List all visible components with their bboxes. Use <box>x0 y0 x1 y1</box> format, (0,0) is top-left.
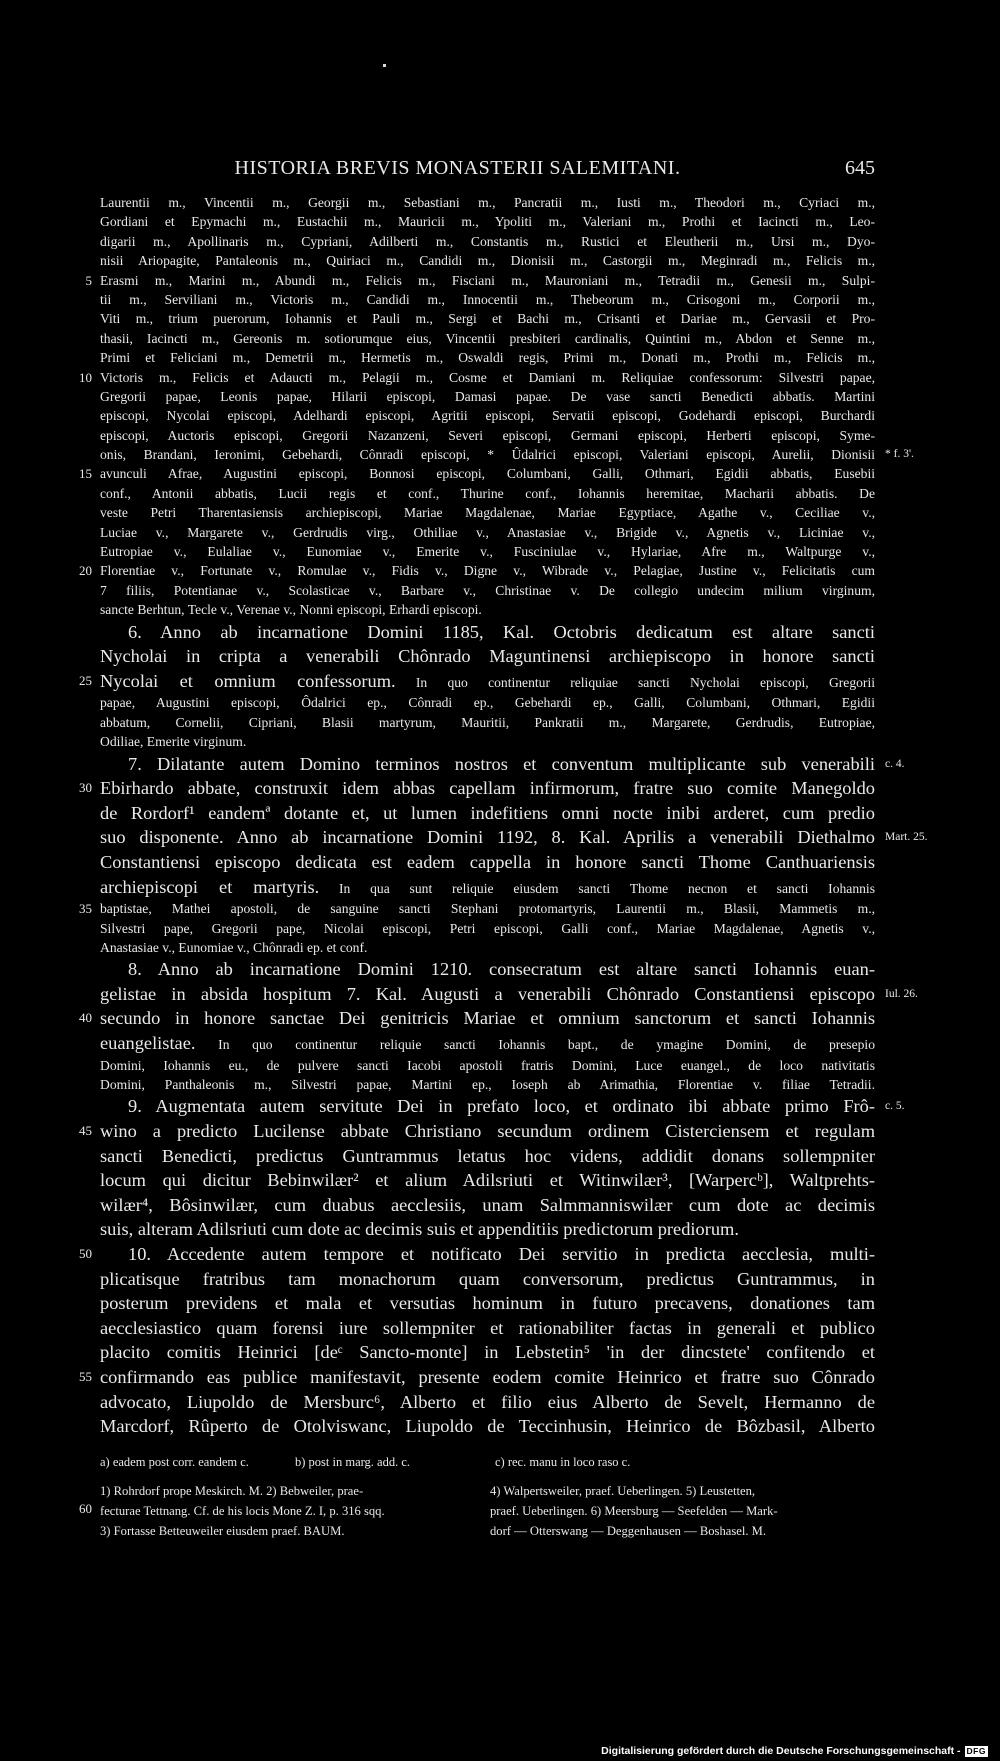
text-line <box>100 957 875 982</box>
text-line <box>100 713 875 732</box>
line-text: episcopi, Nycolai episcopi, Adelhardi episcopi, Agritii episcopi, Servatii episcopi, Godehardi episcopi, Burchardi <box>100 408 875 424</box>
variant-note-a: a) eadem post corr. eandem c. <box>100 1454 249 1469</box>
page-title: HISTORIA BREVIS MONASTERII SALEMITANI. <box>234 157 681 179</box>
text-line <box>100 1193 875 1218</box>
text-line <box>79 669 875 694</box>
line-text: plicatisque fratribus tam monachorum quam conversorum, predictus Guntrammus, in <box>100 1268 875 1289</box>
line-text: tii m., Serviliani m., Victoris m., Candidi m., Innocentii m., Thebeorum m., Crisogoni m., Corporii m., <box>100 291 875 307</box>
margin-note: Mart. 25. <box>885 831 928 844</box>
footnote-line: praef. Ueberlingen. 6) Meersburg — Seefelden — Mark- <box>490 1503 778 1518</box>
line-text: posterum previdens et mala et versutias hominum in futuro precavens, donationes tam <box>100 1293 875 1314</box>
credit-text: Digitalisierung gefördert durch die Deutsche Forschungsgemeinschaft - <box>601 1745 961 1757</box>
line-text: 9. Augmentata autem servitute Dei in prefato loco, et ordinato ibi abbate primo Frô- <box>128 1096 875 1117</box>
footnote-line: 1) Rohrdorf prope Meskirch. M. 2) Bebweiler, prae- <box>100 1483 364 1498</box>
line-text: aecclesiastico quam forensi iure sollempniter et rationabiliter factas in generali et publico <box>100 1317 875 1338</box>
line-text-large: euangelistae. <box>100 1033 196 1054</box>
line-text: Viti m., trium puerorum, Iohannis et Pauli m., Sergi et Bachi m., Crisanti et Dariae m., Gervasii et Pro- <box>100 311 875 327</box>
footnote-column <box>490 1481 778 1541</box>
line-number: 15 <box>79 466 92 482</box>
text-line <box>85 271 875 290</box>
margin-note: * f. 3'. <box>885 448 914 461</box>
text-line <box>79 1365 875 1390</box>
text-line <box>100 1390 875 1415</box>
text-line <box>100 212 875 231</box>
line-number: 20 <box>79 563 92 579</box>
line-text: Luciae v., Margarete v., Gerdrudis virg., Othiliae v., Anastasiae v., Brigide v., Agnetis v., Liciniae v., <box>100 524 875 540</box>
text-line <box>100 1217 875 1242</box>
line-number: 40 <box>79 1010 92 1026</box>
line-text: Constantiensi episcopo dedicata est eadem cappella in honore sancti Thome Canthuariensis <box>100 851 875 872</box>
line-text: Anastasiae v., Eunomiae v., Chônradi ep. et conf. <box>100 939 368 955</box>
line-number: 55 <box>79 1368 92 1384</box>
variant-note-c: c) rec. manu in loco raso c. <box>495 1454 631 1469</box>
line-text: Laurentii m., Vincentii m., Georgii m., Sebastiani m., Pancratii m., Iusti m., Theodori m., Cyriaci m., <box>100 195 875 210</box>
text-line <box>100 644 875 669</box>
line-text: onis, Brandani, Ieronimi, Gebehardi, Cônradi episcopi, * Ûdalrici episcopi, Valeriani episcopi, Aurelii, Dionisii <box>100 447 875 463</box>
line-text: 6. Anno ab incarnatione Domini 1185, Kal. Octobris dedicatum est altare sancti <box>128 621 875 642</box>
apparatus-spacer <box>100 1439 875 1451</box>
variant-note-b: b) post in marg. add. c. <box>295 1454 411 1469</box>
text-line <box>100 426 875 445</box>
text-line <box>100 938 875 957</box>
line-text: suo disponente. Anno ab incarnatione Domini 1192, 8. Kal. Aprilis a venerabili Diethalmo <box>100 827 875 848</box>
text-line <box>100 600 875 619</box>
line-text-small: In qua sunt reliquie eiusdem sancti Thome necnon et sancti Iohannis <box>319 880 875 896</box>
line-text: sancti Benedicti, predictus Guntrammus letatus hoc videns, addidit donans sollempniter <box>100 1145 875 1166</box>
text-line <box>79 1006 875 1031</box>
line-text: confirmando eas publice manifestavit, presente eodem comite Heinrico et fratre suo Cônrado <box>100 1366 875 1387</box>
line-number: 30 <box>79 780 92 796</box>
text-line <box>100 1291 875 1316</box>
line-text: suis, alteram Adilsriuti cum dote ac decimis suis et appenditiis predictorum prediorum. <box>100 1219 739 1240</box>
line-text: placito comitis Heinrici [deᶜ Sancto-monte] in Lebstetin⁵ 'in der dincstete' confitendo et <box>100 1342 875 1363</box>
text-line <box>100 982 918 1007</box>
text-line <box>100 1031 875 1056</box>
line-text: wino a predicto Lucilense abbate Christiano secundum ordinem Cisterciensem et regulam <box>100 1121 875 1142</box>
line-text: locum qui dicitur Bebinwilær² et alium Adilsriuti et Witinwilær³, [Warpercᵇ], Waltprehts- <box>100 1170 875 1191</box>
text-line <box>100 445 914 464</box>
text-line <box>100 309 875 328</box>
line-text: nisii Ariopagite, Pantaleonis m., Quiriaci m., Candidi m., Dionisii m., Castorgii m., Meginradi m., Felicis m., <box>100 253 875 269</box>
margin-note: Iul. 26. <box>885 987 918 1000</box>
text-line <box>100 581 875 600</box>
line-text: avunculi Afrae, Augustini episcopi, Bonnosi episcopi, Columbani, Galli, Othmari, Egidii abbatis, Eusebii <box>100 466 875 482</box>
variant-notes <box>100 1451 875 1473</box>
text-line <box>79 561 875 580</box>
text-line <box>100 1168 875 1193</box>
line-text: Florentiae v., Fortunate v., Romulae v., Fidis v., Digne v., Wibrade v., Pelagiae, Justine v., Felicitatis cum <box>100 563 875 579</box>
text-body <box>79 193 928 1549</box>
text-line <box>79 368 875 387</box>
text-line <box>79 1242 875 1267</box>
text-line <box>79 464 875 483</box>
text-line <box>100 1267 875 1292</box>
footnote-line: dorf — Otterswang — Deggenhausen — Boshasel. M. <box>490 1523 766 1538</box>
text-line <box>100 387 875 406</box>
line-text: conf., Antonii abbatis, Lucii regis et conf., Thurine conf., Iohannis heremitae, Macharii abbatis. De <box>100 485 875 501</box>
line-text: Odiliae, Emerite virginum. <box>100 734 247 750</box>
line-text: secundo in honore sanctae Dei genitricis Mariae et omnium sanctorum et sancti Iohannis <box>100 1008 875 1029</box>
line-text: Eutropiae v., Eulaliae v., Eunomiae v., Emerite v., Fusciniulae v., Hylariae, Afre m., Waltpurge v., <box>100 544 875 560</box>
text-line <box>100 693 875 712</box>
line-text: de Rordorf¹ eandemª dotante et, ut lumen indefitiens omni nocte inibi arderet, cum predio <box>100 802 875 823</box>
line-text: veste Petri Tharentasiensis archiepiscopi, Mariae Magdalenae, Mariae Egyptiace, Agathe v., Ceciliae v., <box>100 505 875 521</box>
line-text-small: In quo continentur reliquiae sancti Nycholai episcopi, Gregorii <box>395 674 875 690</box>
text-line <box>100 620 875 645</box>
text-line <box>100 329 875 348</box>
text-line <box>79 776 875 801</box>
text-line <box>100 1414 875 1439</box>
line-text: Erasmi m., Marini m., Abundi m., Felicis m., Fisciani m., Mauroniani m., Tetradii m., Genesii m., Sulpi- <box>100 272 875 288</box>
line-text: 8. Anno ab incarnatione Domini 1210. consecratum est altare sancti Iohannis euan- <box>128 959 875 980</box>
line-text: wilær⁴, Bôsinwilær, cum duabus aecclesiis, unam Salmmanniswilær cum dote ac decimis <box>100 1194 875 1215</box>
line-text: Gordiani et Epymachi m., Eustachii m., Mauricii m., Ypoliti m., Valeriani m., Prothi et Iacincti m., Leo- <box>100 214 875 230</box>
line-text: 7 filiis, Potentianae v., Scolasticae v., Barbare v., Christinae v. De collegio undecim milium virginum, <box>100 582 875 598</box>
line-text: papae, Augustini episcopi, Ôdalrici ep., Cônradi ep., Gebehardi ep., Galli, Columbani, Othmari, Egidii <box>100 695 875 711</box>
line-text: episcopi, Auctoris episcopi, Gregorii Nazanzeni, Severi episcopi, Germani episcopi, Herberti episcopi, Syme- <box>100 427 875 443</box>
text-line <box>100 484 875 503</box>
footnote-line: 3) Fortasse Betteuweiler eiusdem praef. BAUM. <box>100 1523 345 1538</box>
margin-note: c. 4. <box>885 757 905 770</box>
text-line <box>79 1119 875 1144</box>
line-text: Nycholai in cripta a venerabili Chônrado Maguntinensi archiepiscopo in honore sancti <box>100 646 875 667</box>
text-line <box>100 193 875 212</box>
line-text: 10. Accedente autem tempore et notificato Dei servitio in predicta aecclesia, multi- <box>128 1244 875 1264</box>
line-text: advocato, Liupoldo de Mersburc⁶, Alberto et filio eius Alberto de Sevelt, Hermanno de <box>100 1391 875 1412</box>
line-text: baptistae, Mathei apostoli, de sanguine sancti Stephani protomartyris, Laurentii m., Blasii, Mammetis m., <box>100 901 875 917</box>
text-line <box>100 542 875 561</box>
line-text: thasii, Iacincti m., Gereonis m. sotiorumque eius, Vincentii presbiteri cardinalis, Quintini m., Abdon et Senne m., <box>100 330 875 346</box>
line-text: gelistae in absida hospitum 7. Kal. Augusti a venerabili Chônrado Constantiensi episcopo <box>100 983 875 1004</box>
line-text: Gregorii papae, Leonis papae, Hilarii episcopi, Damasi papae. De vase sancti Benedicti abbatis. Martini <box>100 388 875 404</box>
line-text: Marcdorf, Rûperto de Otolviswanc, Liupoldo de Teccinhusin, Heinrico de Bôzbasil, Alberto <box>100 1416 875 1437</box>
text-line <box>100 801 875 826</box>
text-line <box>100 290 875 309</box>
text-line <box>100 348 875 367</box>
line-number: 5 <box>85 272 92 288</box>
text-line <box>100 1144 875 1169</box>
margin-note: c. 5. <box>885 1100 905 1113</box>
footnote-column <box>100 1481 385 1541</box>
text-line <box>100 850 875 875</box>
text-line <box>100 752 905 777</box>
dfg-logo: DFG <box>966 1745 986 1756</box>
text-line <box>100 406 875 425</box>
text-line <box>100 1056 875 1075</box>
text-line <box>100 732 875 751</box>
line-text-large: Nycolai et omnium confessorum. <box>100 670 396 691</box>
line-text: abbatum, Cornelii, Cipriani, Blasii martyrum, Mauritii, Pankratii m., Margarete, Gerdrudis, Eutropiae, <box>100 714 875 730</box>
text-line <box>100 503 875 522</box>
line-number: 50 <box>79 1246 92 1261</box>
text-line <box>100 1075 875 1094</box>
text-line <box>100 1340 875 1365</box>
text-line <box>100 251 875 270</box>
line-number: 60 <box>79 1500 92 1516</box>
line-text: Primi et Feliciani m., Demetrii m., Hermetis m., Oswaldi regis, Primi m., Donati m., Prothi m., Felicis m., <box>100 350 875 366</box>
text-line <box>100 825 928 850</box>
footnote-line: fecturae Tettnang. Cf. de his locis Mone Z. I, p. 316 sqq. <box>100 1503 385 1518</box>
footnote-line: 4) Walpertsweiler, praef. Ueberlingen. 5) Leustetten, <box>490 1483 756 1498</box>
page-number: 645 <box>845 157 875 179</box>
digitization-credit <box>601 1745 988 1757</box>
line-number: 10 <box>79 369 92 385</box>
line-text: Silvestri pape, Gregorii pape, Nicolai episcopi, Petri episcopi, Galli conf., Mariae Magdalenae, Agnetis v., <box>100 920 875 936</box>
line-text: Domini, Panthaleonis m., Silvestri papae, Martini ep., Ioseph ab Arimathia, Florentiae v. filiae Tetradii. <box>100 1077 875 1093</box>
text-line <box>79 899 875 918</box>
text-line <box>100 1094 905 1119</box>
line-number: 25 <box>79 672 92 688</box>
line-text: digarii m., Apollinaris m., Cypriani, Adilberti m., Constantis m., Rustici et Eleutherii m., Ursi m., Dyo- <box>100 233 875 249</box>
line-text: sancte Berhtun, Tecle v., Verenae v., Nonni episcopi, Erhardi episcopi. <box>100 602 482 618</box>
footnotes <box>79 1481 875 1549</box>
text-line <box>100 1316 875 1341</box>
line-text-large: archiepiscopi et martyris. <box>100 876 320 897</box>
text-line <box>100 919 875 938</box>
text-line <box>100 875 875 900</box>
line-text: Domini, Iohannis eu., de pulvere sancti Iacobi apostoli fratris Domini, Luce euangel., de loco nativitatis <box>100 1057 875 1073</box>
line-text-small: In quo continentur reliquie sancti Iohannis bapt., de ymagine Domini, de presepio <box>195 1037 875 1053</box>
line-number: 45 <box>79 1123 92 1139</box>
line-text: Victoris m., Felicis et Adaucti m., Pelagii m., Cosme et Damiani m. Reliquiae confessorum: Silvestri papae, <box>100 369 875 385</box>
line-text: 7. Dilatante autem Domino terminos nostros et conventum multiplicante sub venerabili <box>128 753 875 774</box>
running-header <box>40 157 875 183</box>
line-number: 35 <box>79 901 92 917</box>
text-line <box>100 523 875 542</box>
line-text: Ebirhardo abbate, construxit idem abbas capellam infirmorum, fratre suo comite Manegoldo <box>100 778 875 799</box>
text-line <box>100 232 875 251</box>
scan-speck <box>383 64 386 67</box>
